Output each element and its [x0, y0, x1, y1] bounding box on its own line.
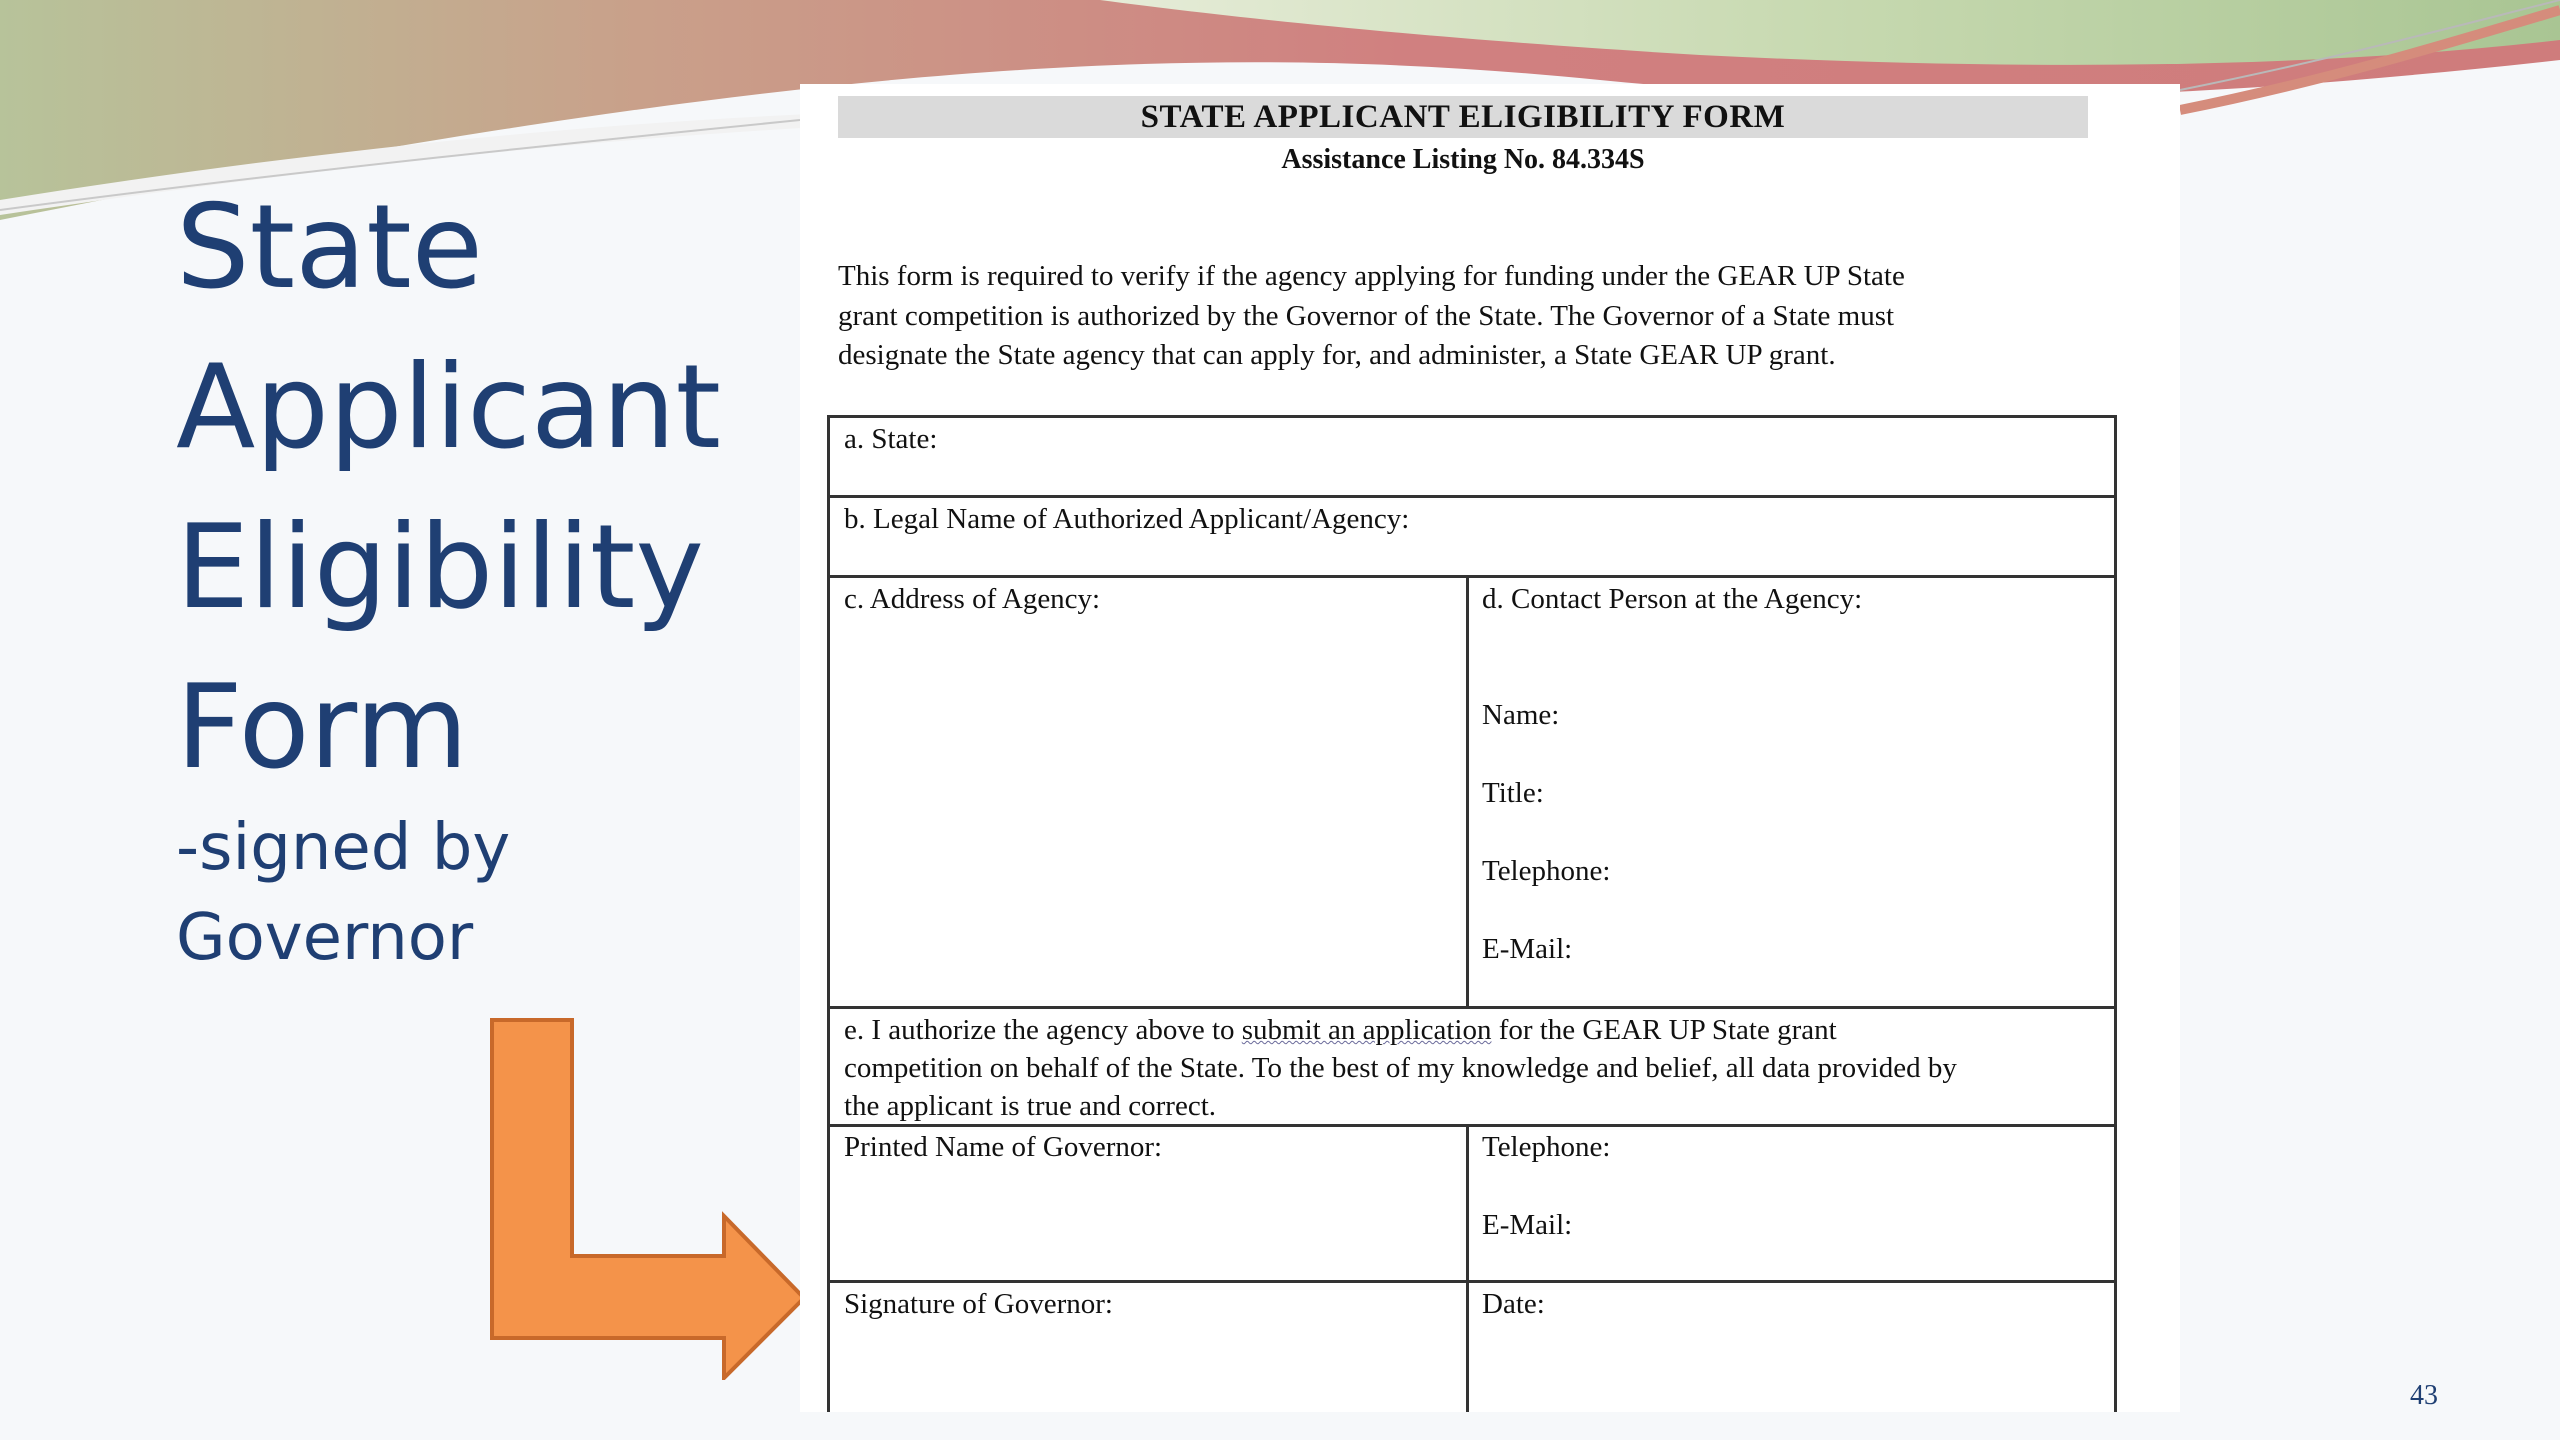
form-intro-line-1: This form is required to verify if the agency applying for funding under the GEAR UP State: [838, 260, 1905, 292]
slide-title-line-4: Form: [176, 660, 469, 795]
authorization-text: e. I authorize the agency above to: [844, 1014, 1242, 1046]
field-contact-name[interactable]: Name:: [1482, 699, 1560, 731]
authorization-line-1: [844, 1011, 1837, 1049]
field-contact-person: d. Contact Person at the Agency:: [1482, 583, 1863, 615]
slide-subtitle-line-1: -signed by: [176, 811, 511, 885]
field-date[interactable]: Date:: [1482, 1288, 1545, 1320]
slide-page-number: 43: [2410, 1380, 2438, 1411]
form-title: STATE APPLICANT ELIGIBILITY FORM: [1140, 99, 1786, 135]
slide-title-line-3: Eligibility: [176, 500, 705, 635]
field-contact-email[interactable]: E-Mail:: [1482, 933, 1573, 965]
field-governor-signature[interactable]: Signature of Governor:: [844, 1288, 1113, 1320]
field-governor-printed-name[interactable]: Printed Name of Governor:: [844, 1131, 1163, 1163]
table-column-divider: [1466, 1124, 1469, 1412]
field-contact-title[interactable]: Title:: [1482, 777, 1544, 809]
table-border-top: [827, 415, 2117, 418]
table-divider: [827, 1280, 2117, 1283]
authorization-line-2: competition on behalf of the State. To the best of my knowledge and belief, all data provided by: [844, 1052, 1957, 1084]
table-border-right: [2114, 415, 2117, 1412]
authorization-line-3: the applicant is true and correct.: [844, 1090, 1217, 1122]
form-intro-line-3: designate the State agency that can apply for, and administer, a State GEAR UP grant.: [838, 339, 1836, 371]
arrow-down-right-icon: [488, 1016, 808, 1380]
slide-title-line-2: Applicant: [176, 340, 721, 475]
table-divider: [827, 575, 2117, 578]
table-divider: [827, 495, 2117, 498]
form-listing-number: Assistance Listing No. 84.334S: [1281, 144, 1645, 175]
field-governor-telephone[interactable]: Telephone:: [1482, 1131, 1611, 1163]
field-agency-address[interactable]: c. Address of Agency:: [844, 583, 1101, 615]
table-column-divider: [1466, 575, 1469, 1009]
field-legal-name[interactable]: b. Legal Name of Authorized Applicant/Agency:: [844, 503, 1410, 535]
slide-title-line-1: State: [176, 180, 484, 315]
field-contact-telephone[interactable]: Telephone:: [1482, 855, 1611, 887]
spelling-underline: submit an application: [1241, 1014, 1492, 1046]
slide-subtitle-line-2: Governor: [176, 901, 474, 975]
table-divider: [827, 1006, 2117, 1009]
table-border-left: [827, 415, 830, 1412]
authorization-text: for the GEAR UP State grant: [1491, 1014, 1837, 1046]
form-intro-line-2: grant competition is authorized by the Governor of the State. The Governor of a State must: [838, 300, 1895, 332]
field-state[interactable]: a. State:: [844, 423, 938, 455]
field-governor-email[interactable]: E-Mail:: [1482, 1209, 1573, 1241]
